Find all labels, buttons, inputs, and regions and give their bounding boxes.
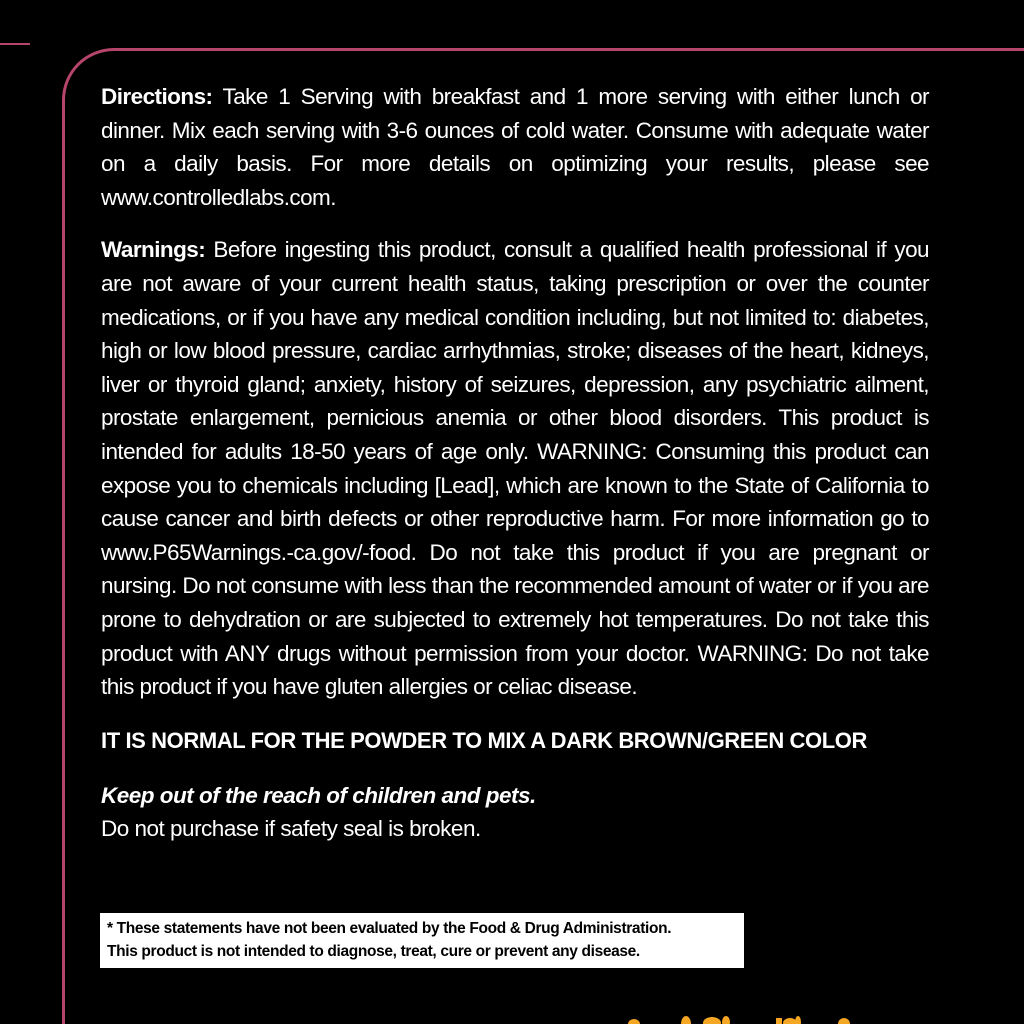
- directions-heading: Directions:: [101, 84, 213, 109]
- color-notice: IT IS NORMAL FOR THE POWDER TO MIX A DARK BROWN/GREEN COLOR: [101, 727, 867, 753]
- directions-text: Take 1 Serving with breakfast and 1 more serving with either lunch or dinner. Mix each serving with 3-6 ounces of cold water. Consume with adequate water on a daily basis. For more details on optimizing your results, please see www.controlledlabs.com.: [101, 84, 929, 210]
- keep-out-of-reach-text: Keep out of the reach of children and pets.: [101, 782, 536, 808]
- fda-disclaimer-line-2: This product is not intended to diagnose, treat, cure or prevent any disease.: [107, 943, 640, 960]
- top-left-divider: [0, 43, 30, 45]
- brand-logo-fragment: [620, 1000, 880, 1024]
- label-text-panel: [101, 80, 929, 845]
- directions-paragraph: [101, 80, 929, 214]
- warnings-paragraph: [101, 233, 929, 703]
- safety-seal-text: Do not purchase if safety seal is broken.: [101, 815, 481, 841]
- fda-disclaimer-box: [100, 913, 744, 968]
- warnings-text: Before ingesting this product, consult a qualified health professional if you are not aware of your current health status, taking prescription or over the counter medications, or if you have any medical condition including, but not limited to: diabetes, high or low blood pressure, cardiac arrhythmias, stroke; diseases of the heart, kidneys, liver or thyroid gland; anxiety, history of seizures, depression, any psychiatric ailment, prostate enlargement, pernicious anemia or other blood disorders. This product is intended for adults 18-50 years of age only. WARNING: Consuming this product can expose you to chemicals including [Lead], which are known to the State of California to cause cancer and birth defects or other reproductive harm. For more information go to www.P65Warnings.-ca.gov/-food. Do not take this product if you are pregnant or nursing. Do not consume with less than the recommended amount of water or if you are prone to dehydration or are subjected to extremely hot temperatures. Do not take this product with ANY drugs without permission from your doctor. WARNING: Do not take this product if you have gluten allergies or celiac disease.: [101, 237, 929, 700]
- fda-disclaimer-line-1: * These statements have not been evaluated by the Food & Drug Administration.: [107, 920, 672, 937]
- warnings-heading: Warnings:: [101, 237, 206, 263]
